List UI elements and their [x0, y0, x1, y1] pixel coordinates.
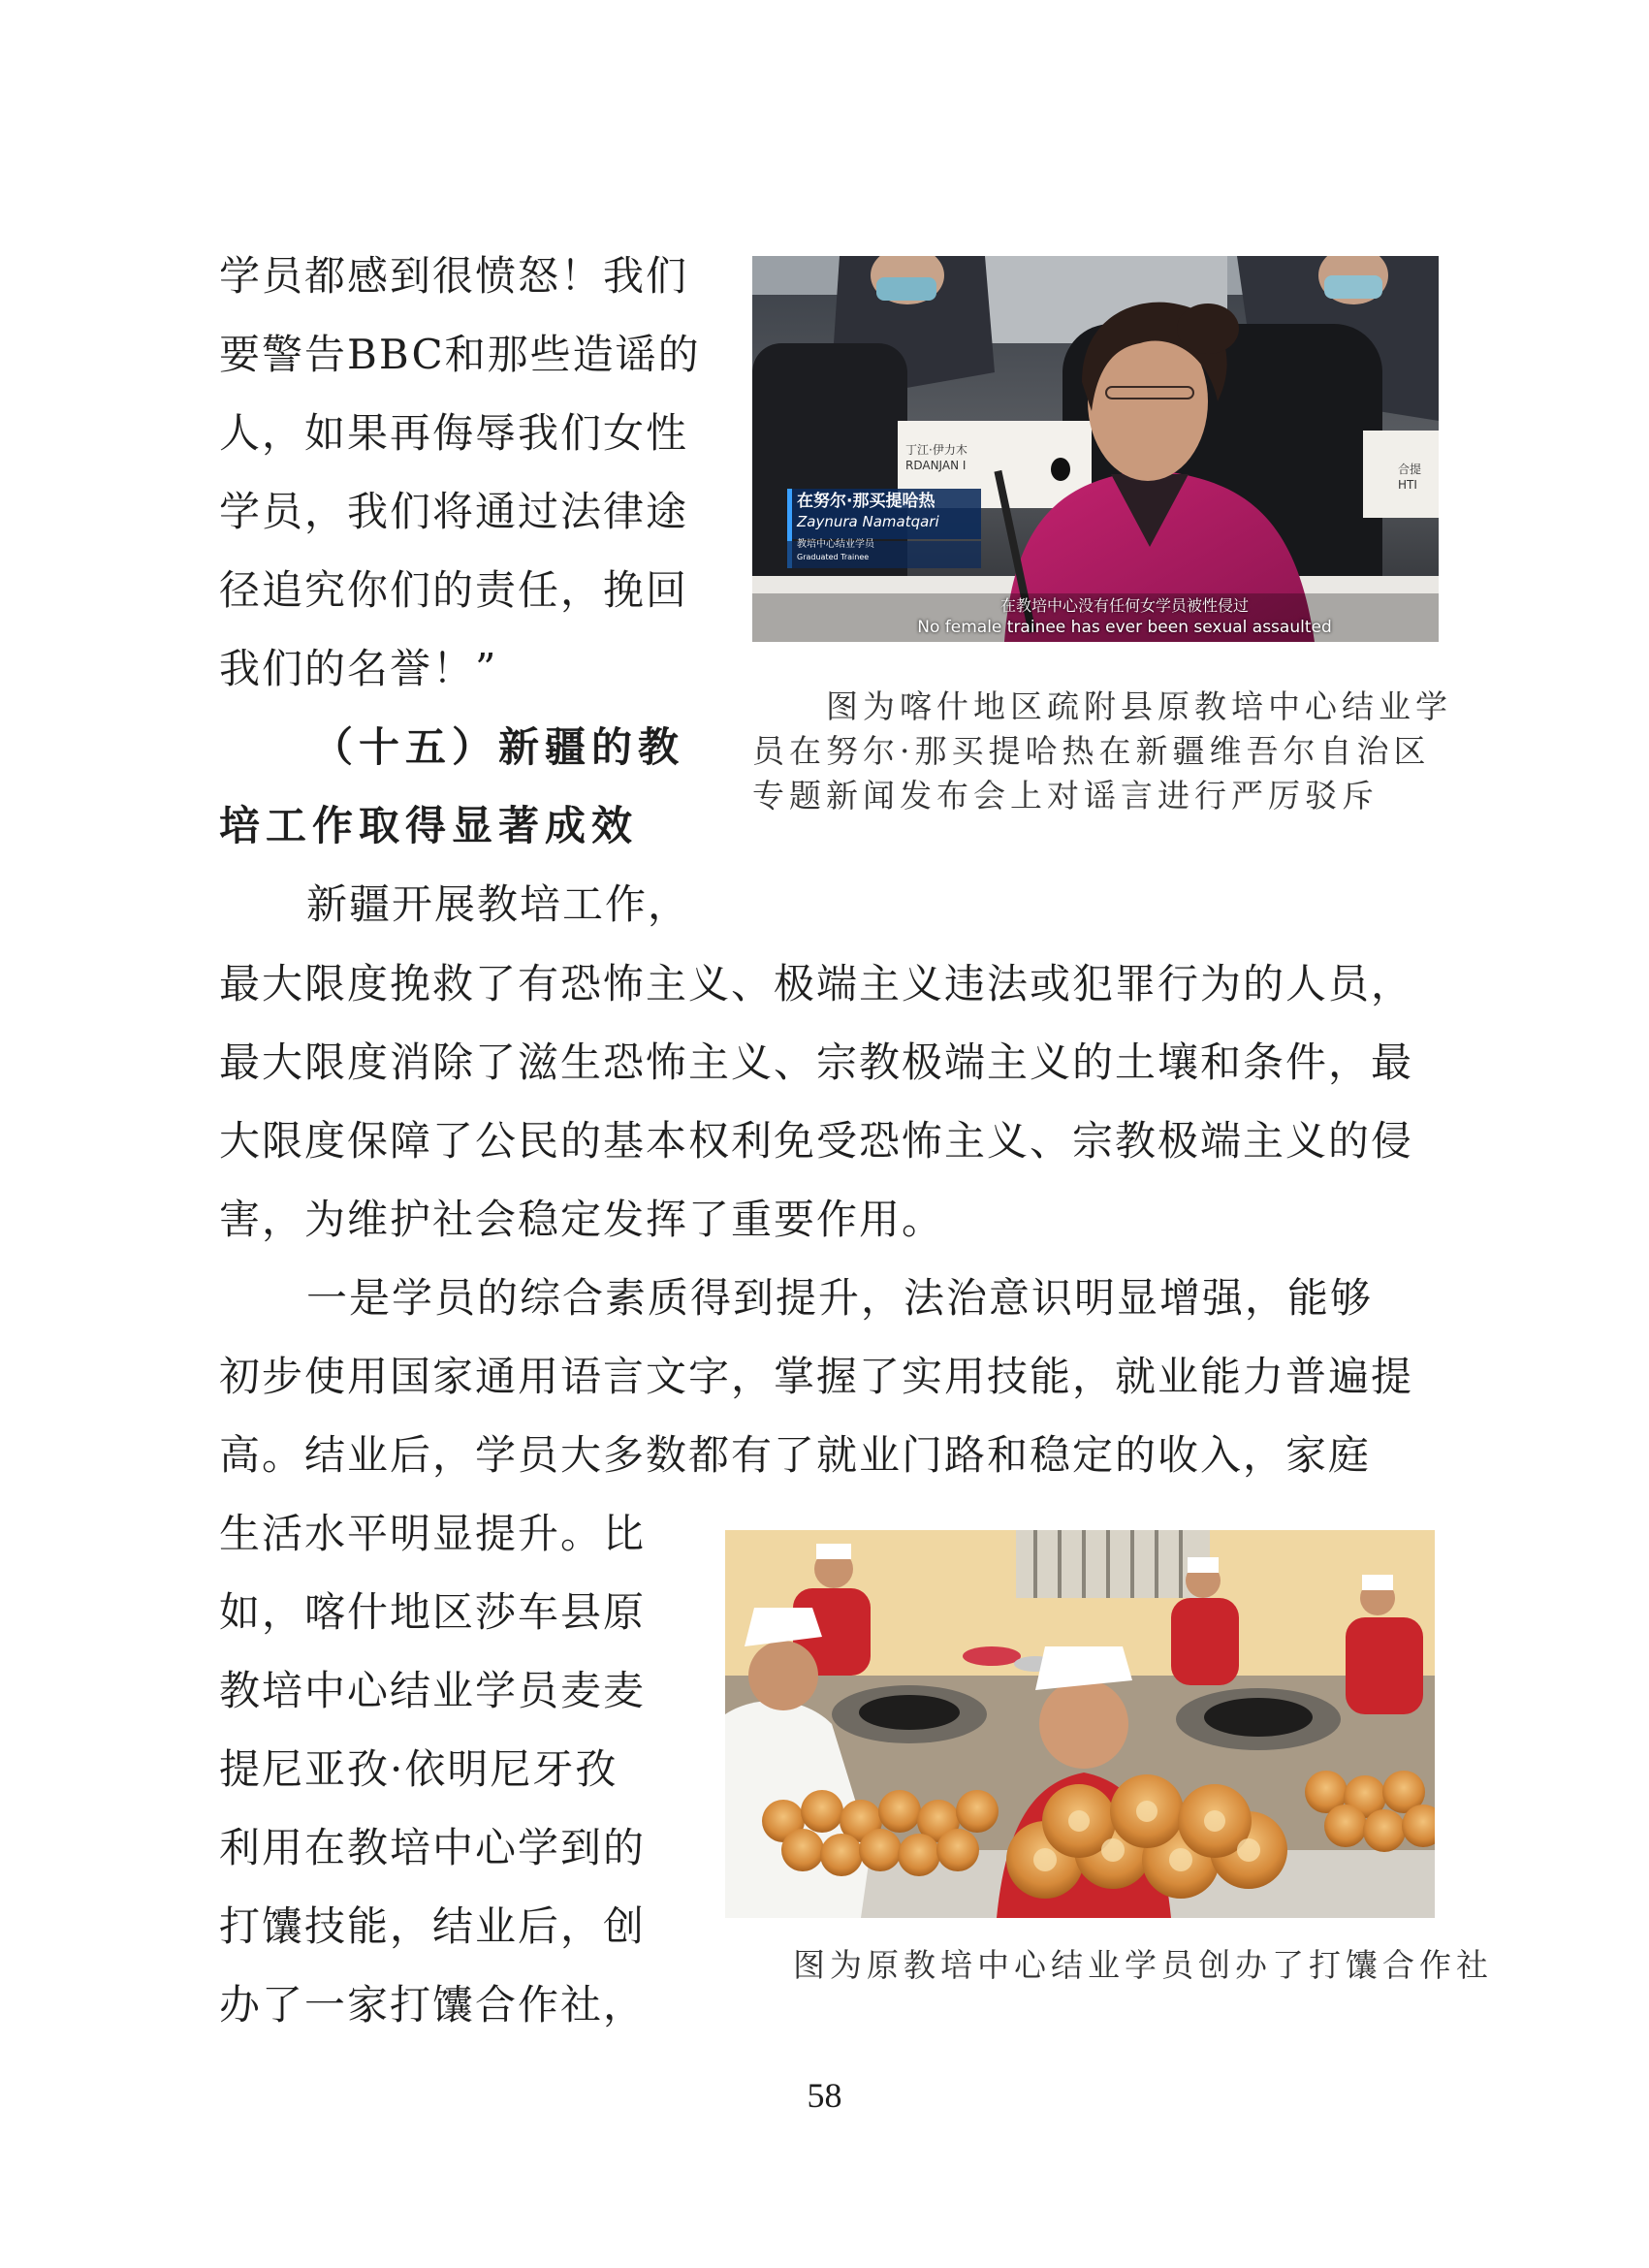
photo1-caption: [752, 685, 1450, 818]
page-number: 58: [807, 2076, 842, 2115]
body-line: 学员都感到很愤怒！我们: [219, 252, 689, 300]
body-line: 学员，我们将通过法律途: [219, 488, 689, 535]
caption-line: 图为原教培中心结业学员创办了打馕合作社: [793, 1946, 1493, 1984]
caption-line: 员在努尔·那买提哈热在新疆维吾尔自治区: [752, 732, 1431, 770]
body-line: 大限度保障了公民的基本权利免受恐怖主义、宗教极端主义的侵: [219, 1117, 1414, 1165]
speaker-name-en: Zaynura Namatqari: [797, 513, 939, 530]
body-line: 新疆开展教培工作，: [306, 880, 691, 928]
body-line: 径追究你们的责任，挽回: [219, 566, 689, 614]
body-line: 提尼亚孜·依明尼牙孜: [219, 1745, 618, 1793]
nameplate-right-en: HTI: [1398, 478, 1417, 492]
body-line: 害，为维护社会稳定发挥了重要作用。: [219, 1196, 945, 1243]
body-line: 我们的名誉！”: [219, 645, 498, 692]
section-heading: 培工作取得显著成效: [219, 802, 639, 849]
nameplate-right-cn: 合提: [1398, 463, 1422, 476]
naan-cooperative-photo: [725, 1530, 1435, 1918]
press-conference-image: [752, 256, 1439, 642]
nameplate-right: [1398, 462, 1439, 493]
section-heading: （十五）新疆的教: [312, 723, 685, 771]
caption-line: 专题新闻发布会上对谣言进行严厉驳斥: [752, 777, 1379, 815]
nameplate-left: [905, 442, 1090, 473]
nameplate-left-cn: 丁江·伊力木: [905, 443, 967, 457]
video-subtitle: [752, 595, 1439, 638]
body-line: 高。结业后，学员大多数都有了就业门路和稳定的收入，家庭: [219, 1431, 1372, 1479]
body-line: 打馕技能，结业后，创: [219, 1902, 647, 1950]
body-line: 初步使用国家通用语言文字，掌握了实用技能，就业能力普遍提: [219, 1353, 1414, 1400]
body-line: 如，喀什地区莎车县原: [219, 1588, 647, 1636]
body-line: 办了一家打馕合作社，: [219, 1981, 647, 2028]
subtitle-cn: 在教培中心没有任何女学员被性侵过: [999, 596, 1249, 615]
speaker-role-en: Graduated Trainee: [797, 553, 870, 561]
speaker-name-cn: 在努尔·那买提哈热: [797, 492, 935, 511]
body-line: 要警告BBC和那些造谣的: [219, 331, 701, 378]
top-left-column: [219, 237, 723, 943]
naan-cooperative-image: [725, 1530, 1435, 1918]
photo2-caption: [793, 1943, 1493, 1987]
speaker-role-cn: 教培中心结业学员: [797, 539, 874, 550]
caption-line: 图为喀什地区疏附县原教培中心结业学: [826, 687, 1452, 725]
speaker-label: [797, 491, 981, 562]
body-line: 生活水平明显提升。比: [219, 1510, 647, 1557]
full-width-text: [219, 944, 1441, 1494]
body-line: 人，如果再侮辱我们女性: [219, 409, 689, 457]
nameplate-left-en: RDANJAN I: [905, 459, 967, 472]
body-line: 最大限度消除了滋生恐怖主义、宗教极端主义的土壤和条件，最: [219, 1038, 1414, 1086]
press-conference-photo: [752, 256, 1439, 642]
body-line: 利用在教培中心学到的: [219, 1824, 647, 1871]
bottom-left-column: [219, 1494, 704, 2044]
body-line: 教培中心结业学员麦麦: [219, 1667, 647, 1714]
body-line: 一是学员的综合素质得到提升，法治意识明显增强，能够: [306, 1274, 1374, 1322]
subtitle-en: No female trainee has ever been sexual assaulted: [917, 618, 1332, 637]
body-line: 最大限度挽救了有恐怖主义、极端主义违法或犯罪行为的人员，: [219, 960, 1414, 1007]
